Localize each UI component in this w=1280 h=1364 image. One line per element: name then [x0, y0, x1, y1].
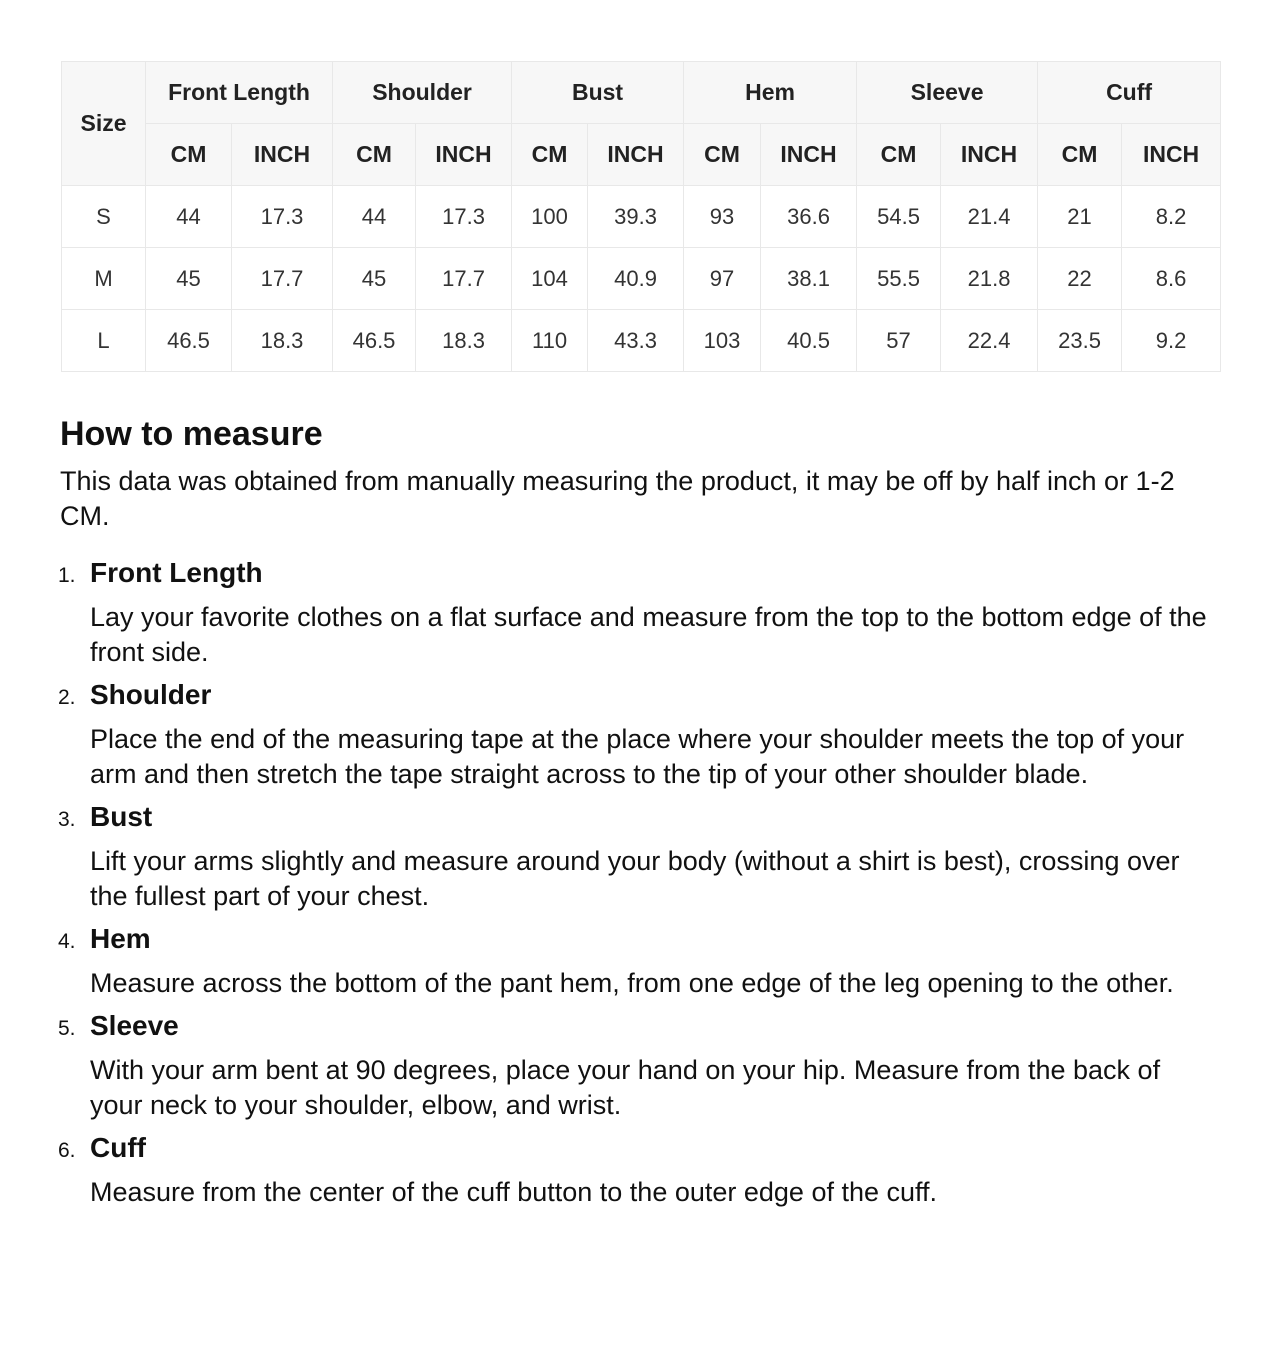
table-cell: 46.5	[146, 310, 232, 372]
table-cell: 17.3	[416, 186, 512, 248]
size-column-header: Size	[62, 62, 146, 186]
group-header-sleeve: Sleeve	[857, 62, 1038, 124]
step-title: Cuff	[90, 1132, 146, 1163]
table-cell: 45	[333, 248, 416, 310]
step-description: Place the end of the measuring tape at the place where your shoulder meets the top of your arm and then stretch the tape straight across to the tip of your other shoulder blade.	[90, 724, 1185, 789]
table-cell: 39.3	[588, 186, 684, 248]
table-cell: 17.7	[416, 248, 512, 310]
group-header-shoulder: Shoulder	[333, 62, 512, 124]
step-description: Lift your arms slightly and measure around your body (without a shirt is best), crossing over the fullest part of your chest.	[90, 846, 1180, 911]
table-cell: 110	[512, 310, 588, 372]
table-cell: 54.5	[857, 186, 941, 248]
group-header-hem: Hem	[684, 62, 857, 124]
table-cell: 45	[146, 248, 232, 310]
step-number: 3.	[58, 808, 76, 831]
unit-header-inch: INCH	[416, 124, 512, 186]
unit-header-cm: CM	[857, 124, 941, 186]
list-item-cuff	[60, 1131, 1220, 1210]
size-cell: M	[62, 248, 146, 310]
step-description: Measure from the center of the cuff button to the outer edge of the cuff.	[90, 1177, 938, 1207]
table-cell: 57	[857, 310, 941, 372]
group-header-cuff: Cuff	[1038, 62, 1221, 124]
table-cell: 8.6	[1122, 248, 1221, 310]
unit-header-cm: CM	[333, 124, 416, 186]
unit-header-inch: INCH	[588, 124, 684, 186]
table-cell: 21	[1038, 186, 1122, 248]
size-chart-table	[61, 61, 1221, 372]
table-cell: 8.2	[1122, 186, 1221, 248]
step-number: 1.	[58, 564, 76, 587]
unit-header-inch: INCH	[761, 124, 857, 186]
step-description: Lay your favorite clothes on a flat surface and measure from the top to the bottom edge of the front side.	[90, 602, 1207, 667]
step-title: Hem	[90, 923, 151, 954]
table-cell: 21.8	[941, 248, 1038, 310]
step-number: 4.	[58, 930, 76, 953]
table-cell: 23.5	[1038, 310, 1122, 372]
step-description: With your arm bent at 90 degrees, place your hand on your hip. Measure from the back of your neck to your shoulder, elbow, and wrist.	[90, 1055, 1161, 1120]
table-cell: 22	[1038, 248, 1122, 310]
step-title: Front Length	[90, 557, 263, 588]
unit-header-inch: INCH	[1122, 124, 1221, 186]
table-row	[62, 186, 1221, 248]
table-cell: 36.6	[761, 186, 857, 248]
table-cell: 18.3	[232, 310, 333, 372]
table-cell: 18.3	[416, 310, 512, 372]
table-cell: 44	[146, 186, 232, 248]
table-cell: 17.3	[232, 186, 333, 248]
list-item-sleeve	[60, 1009, 1220, 1123]
step-number: 6.	[58, 1139, 76, 1162]
table-cell: 100	[512, 186, 588, 248]
table-cell: 22.4	[941, 310, 1038, 372]
table-cell: 40.9	[588, 248, 684, 310]
table-cell: 9.2	[1122, 310, 1221, 372]
table-cell: 44	[333, 186, 416, 248]
table-header-row	[62, 62, 1221, 124]
list-item-front-length	[60, 556, 1220, 670]
step-number: 2.	[58, 686, 76, 709]
table-cell: 38.1	[761, 248, 857, 310]
step-title: Shoulder	[90, 679, 212, 710]
unit-header-inch: INCH	[232, 124, 333, 186]
unit-header-cm: CM	[1038, 124, 1122, 186]
group-header-bust: Bust	[512, 62, 684, 124]
table-cell: 17.7	[232, 248, 333, 310]
size-cell: S	[62, 186, 146, 248]
measure-steps-list	[60, 556, 1220, 1210]
table-row	[62, 248, 1221, 310]
section-title: How to measure	[60, 415, 323, 453]
group-header-front-length: Front Length	[146, 62, 333, 124]
table-cell: 40.5	[761, 310, 857, 372]
step-number: 5.	[58, 1017, 76, 1040]
unit-header-inch: INCH	[941, 124, 1038, 186]
how-to-measure-section	[60, 412, 1220, 1218]
unit-header-cm: CM	[146, 124, 232, 186]
table-unit-row	[62, 124, 1221, 186]
table-cell: 46.5	[333, 310, 416, 372]
table-cell: 21.4	[941, 186, 1038, 248]
list-item-bust	[60, 800, 1220, 914]
unit-header-cm: CM	[684, 124, 761, 186]
step-title: Sleeve	[90, 1010, 179, 1041]
table-cell: 97	[684, 248, 761, 310]
list-item-shoulder	[60, 678, 1220, 792]
unit-header-cm: CM	[512, 124, 588, 186]
table-cell: 93	[684, 186, 761, 248]
table-cell: 103	[684, 310, 761, 372]
intro-text: This data was obtained from manually measuring the product, it may be off by half inch or 1-2 CM.	[60, 466, 1175, 531]
table-cell: 55.5	[857, 248, 941, 310]
step-title: Bust	[90, 801, 153, 832]
size-cell: L	[62, 310, 146, 372]
table-cell: 104	[512, 248, 588, 310]
step-description: Measure across the bottom of the pant hem, from one edge of the leg opening to the other.	[90, 968, 1174, 998]
list-item-hem	[60, 922, 1220, 1001]
table-cell: 43.3	[588, 310, 684, 372]
table-row	[62, 310, 1221, 372]
